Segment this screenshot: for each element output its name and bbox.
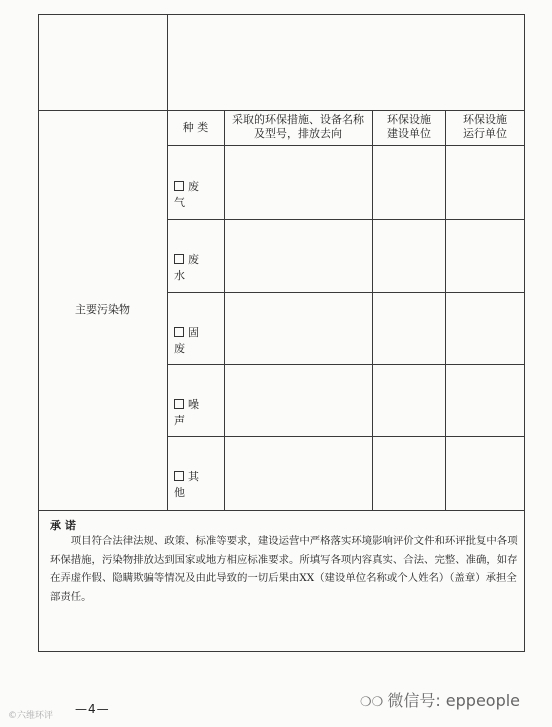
pollutant-row-waste-water[interactable] — [174, 251, 224, 283]
column-divider — [372, 110, 373, 510]
table-border-bottom — [38, 651, 524, 652]
checkbox-noise[interactable] — [174, 399, 184, 409]
checkbox-waste-water[interactable] — [174, 254, 184, 264]
pollutant-row-other[interactable] — [174, 468, 224, 500]
header-kind: 种 类 — [182, 121, 209, 134]
pollutant-label: 废 气 — [174, 180, 203, 209]
pollutant-row-noise[interactable] — [174, 396, 224, 428]
watermark-left: ©六维环评 — [8, 711, 54, 721]
pollutant-row-solid-waste[interactable] — [174, 324, 224, 356]
page-number: —4— — [75, 702, 110, 716]
pollutant-label: 固 废 — [174, 326, 203, 355]
checkbox-other[interactable] — [174, 471, 184, 481]
pollutant-label: 噪 声 — [174, 398, 203, 427]
pollutant-label: 废 水 — [174, 253, 203, 282]
pollutant-row-waste-gas[interactable] — [174, 178, 224, 210]
row-divider — [167, 436, 524, 437]
header-operator: 环保设施运行单位 — [463, 113, 507, 140]
row-divider — [167, 219, 524, 220]
column-divider — [224, 110, 225, 510]
row-divider — [38, 510, 524, 511]
checkbox-solid-waste[interactable] — [174, 327, 184, 337]
watermark-text: 微信号: eppeople — [387, 691, 521, 710]
row-divider — [167, 145, 524, 146]
pollutant-label: 其 他 — [174, 470, 203, 499]
column-divider — [445, 110, 446, 510]
header-builder: 环保设施建设单位 — [387, 113, 431, 140]
checkbox-waste-gas[interactable] — [174, 181, 184, 191]
row-divider — [167, 364, 524, 365]
row-divider — [167, 292, 524, 293]
header-measures: 采取的环保措施、设备名称及型号，排放去向 — [232, 113, 364, 140]
table-border-right — [524, 14, 525, 652]
watermark-right — [360, 688, 520, 711]
promise-title: 承 诺 — [50, 519, 76, 532]
row-divider — [38, 110, 524, 111]
promise-body: 项目符合法律法规、政策、标准等要求，建设运营中严格落实环境影响评价文件和环评批复中各项环保措施，污染物排放达到国家或地方相应标准要求。所填写各项内容真实、合法、完整、准确，如存在弄虚作假、隐瞒欺骗等情况及由此导致的一切后果由XX（建设单位名称或个人姓名）（盖章）承担全部责任。 — [50, 535, 518, 603]
table-border-top — [38, 14, 524, 15]
wechat-icon: ❍❍ — [360, 695, 384, 710]
section-label-main-pollutants: 主要污染物 — [75, 303, 130, 316]
